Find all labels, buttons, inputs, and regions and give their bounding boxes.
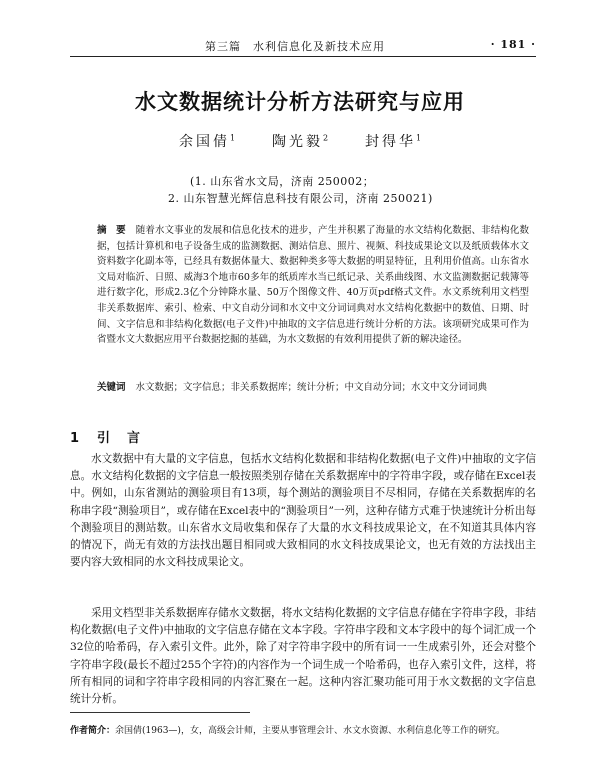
body-paragraph: 采用文档型非关系数据库存储水文数据，将水文结构化数据的文字信息存储在字符串字段，非结构化数据(电子文件)中抽取的文字信息存储在文本字段。字符串字段和文本字段中的每个词汇成一个32位的哈希码，存入索引文件。此外，除了对字符串字段中的所有词一一生成索引外，还会对整个字符串字段(最长不超过255个字符)的内容作为一个词生成一个哈希码，也存入索引文件，这样，将所有相同的词和字符串字段相同的内容汇聚在一起。这种内容汇聚功能可用于水文数据的文字信息统计分析。 bbox=[70, 607, 536, 706]
footnote-text: 余国倩(1963—)，女，高级会计师，主要从事管理会计、水文水资源、水利信息化等工作的研究。 bbox=[115, 726, 505, 736]
body-paragraph: 水文数据中有大量的文字信息，包括水文结构化数据和非结构化数据(电子文件)中抽取的文字信息。水文结构化数据的文字信息一般按照类别存储在关系数据库中的字符串字段，或存储在Excel表中。例如，山东省测站的测验项目有13项，每个测站的测验项目不尽相同，存储在关系数据库的名称串字段“测验项目”，或存储在Excel表中的“测验项目”一列，这种存储方式难于快速统计分析出每个测验项目的测站数。山东省水文局收集和保存了大量的水文科技成果论文，在不知道其具体内容的情况下，尚无有效的方法找出题目相同或大致相同的水文科技成果论文，也无有效的方法找出主要内容大致相同的水文科技成果论文。 bbox=[70, 453, 536, 569]
running-header bbox=[70, 38, 536, 56]
keywords-text: 水文数据；文字信息；非关系数据库；统计分析；中文自动分词；水文中文分词词典 bbox=[135, 382, 488, 393]
author-name: 陶光毅 bbox=[271, 134, 323, 150]
page-number: · 181 · bbox=[490, 38, 536, 51]
author-footnote bbox=[70, 724, 540, 738]
section-heading bbox=[70, 427, 142, 446]
section-title: 引 言 bbox=[97, 431, 143, 446]
keywords bbox=[97, 380, 529, 395]
author-list bbox=[0, 131, 600, 151]
affiliation-line: 2. 山东智慧光辉信息科技有限公司，济南 250021) bbox=[168, 192, 433, 205]
abstract bbox=[97, 223, 529, 348]
keywords-label: 关键词 bbox=[97, 382, 126, 393]
paper-title: 水文数据统计分析方法研究与应用 bbox=[135, 90, 465, 114]
author-name: 封得华 bbox=[364, 134, 416, 150]
footnote-label: 作者简介： bbox=[70, 726, 116, 736]
abstract-label: 摘 要 bbox=[97, 225, 126, 236]
author-name: 余国倩 bbox=[178, 134, 230, 150]
abstract-text: 随着水文事业的发展和信息化技术的进步，产生并积累了海量的水文结构化数据、非结构化数据，包括计算机和电子设备生成的监测数据、测站信息、照片、视频、科技成果论文以及纸质载体水文资料数字化副本等，已经具有数据体量大、数据种类多等大数据的明显特征，且利用价值高。山东省水文局对临沂、日照、威海3个地市60多年的纸质库水当已纸记录、关系曲线图、水文监测数据记载簿等进行数字化，形成2.3亿个分钟降水量、50万个图像文件、40万页pdf格式文件。水文系统利用文档型非关系数据库、索引、检索、中文自动分词和水文中文分词词典对水文结构化数据中的数值、日期、时间、文字信息和非结构化数据(电子文件)中抽取的文字信息进行统计分析的方法。该项研究成果可作为省暨水文大数据应用平台数据挖掘的基础，为水文数据的有效利用提供了新的解决途径。 bbox=[97, 225, 529, 346]
section-number: 1 bbox=[70, 431, 82, 446]
header-rule bbox=[70, 56, 536, 57]
author-affiliation-mark: 2 bbox=[322, 133, 329, 143]
affiliation-line: (1. 山东省水文局，济南 250002； bbox=[190, 175, 375, 188]
author-affiliation-mark: 1 bbox=[229, 133, 236, 143]
footnote-rule bbox=[70, 712, 250, 713]
running-header-text: 第三篇 水利信息化及新技术应用 bbox=[205, 40, 385, 53]
author-affiliation-mark: 1 bbox=[415, 133, 422, 143]
